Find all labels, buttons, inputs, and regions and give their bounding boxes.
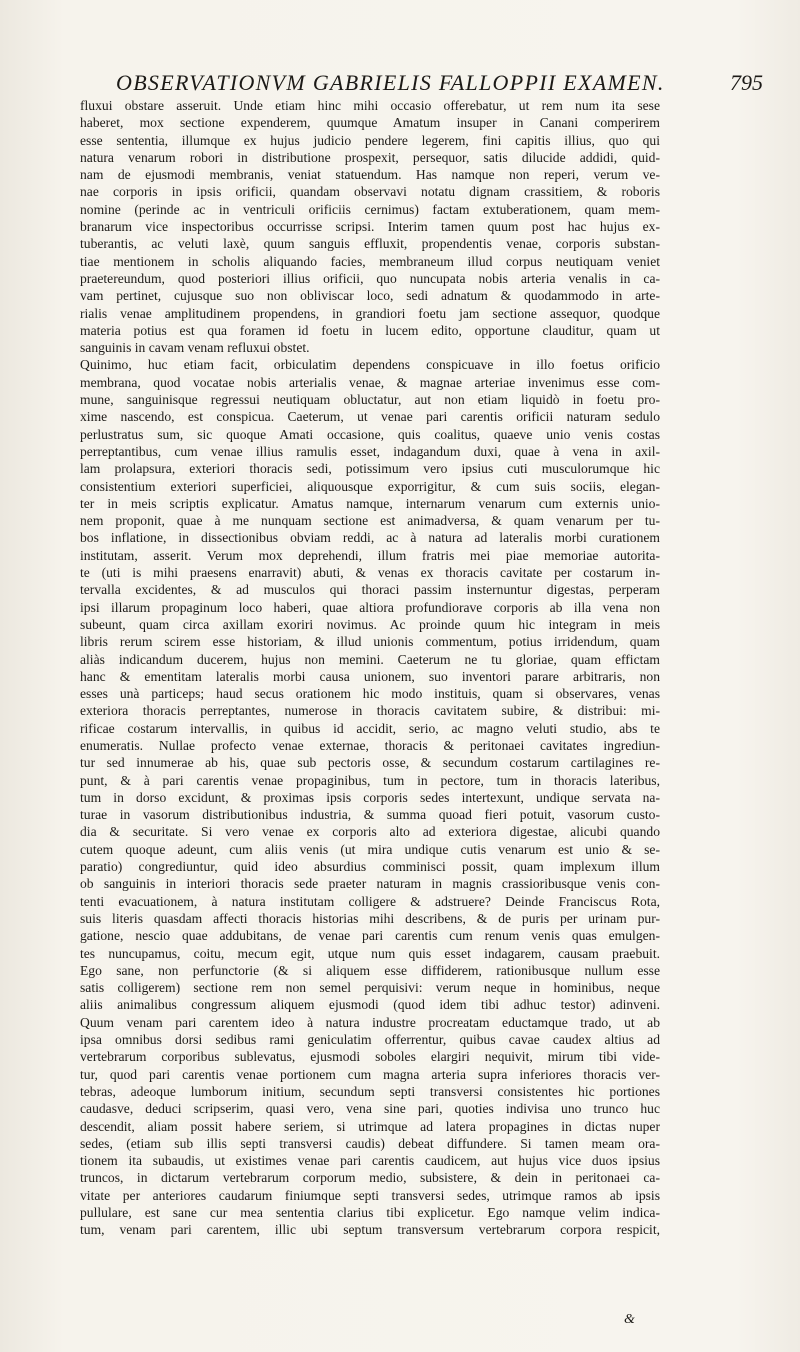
text-line: caudasve, deduci scripserim, quasi vero, vena sine pari, quoties indivisa uno trunco huc [80, 1101, 660, 1117]
text-line: tum in dorso excidunt, & proximas ipsis corporis sedes intertexunt, undique servata na- [80, 789, 660, 805]
text-line: natura venarum robori in distributione prospexit, persequor, satis dilucide addidi, quid- [80, 149, 660, 165]
text-line: cutem quoque adeunt, cum aliis venis (ut mira undique cutis venarum est unio & se- [80, 841, 660, 857]
text-line: Quinimo, huc etiam facit, orbiculatim dependens conspicuave in illo foetus orificio [80, 357, 660, 373]
text-line: perreptantibus, cum venae illius ramulis esset, indagandum duxi, quae à vena in axil- [80, 443, 660, 459]
text-line: tur sed innumerae ab his, quae sub pectoris osse, & secundum costarum cartilagines re- [80, 755, 660, 771]
text-line: ipsa omnibus dorsi sedibus rami geniculatim offerrentur, quibus cavae caudex altius ad [80, 1032, 660, 1048]
text-line: tebras, adeoque lumborum initium, secundum septi transversi consistentes hic portiones [80, 1083, 660, 1099]
text-line: branarum vice inspectoribus occurrisse scripsi. Interim tamen quum post hac hujus ex- [80, 219, 660, 235]
page-header [108, 70, 763, 100]
text-line: esses unà particeps; haud secus orationem hic modo instituis, quam si observares, venas [80, 686, 660, 702]
text-line: suis literis quasdam affecti thoracis historias mihi describens, & de puris per urinam pur- [80, 910, 660, 926]
text-line: institutam, asserit. Verum mox deprehendi, illum fratris mei piae memoriae autorita- [80, 547, 660, 563]
text-line: nem proponit, quae à me nunquam sectione est animadversa, & quam venarum per tu- [80, 513, 660, 529]
text-line: rialis venae amplitudinem propendens, in grandiori foetu jam sectione assequor, quodque [80, 305, 660, 321]
text-line: Quum venam pari carentem ideo à natura industre procreatam eductamque trado, ut ab [80, 1014, 660, 1030]
text-line: rificae costarum intervallis, in quibus id accidit, serio, ac magno veluti studio, abs te [80, 720, 660, 736]
text-line: sedes, (etiam sub illis septi transversi caudis) debeat diffundere. Si tamen meam ora- [80, 1135, 660, 1151]
text-line: tionem ita subaudis, ut existimes venae pari carentis caudicem, aut hujus vice duos ipsius [80, 1153, 660, 1169]
text-line: aliis animalibus congressum aliquem ejusmodi (quod idem tibi adhuc testor) adinveni. [80, 997, 660, 1013]
text-line: tenti evacuationem, à natura institutam colligere & adstruere? Deinde Franciscus Rota, [80, 893, 660, 909]
text-line: gatione, nescio quae addubitans, de venae pari carentis cum renum venis quas emulgen- [80, 928, 660, 944]
text-line: vertebrarum corporibus sublevatus, ejusmodi soboles elargiri nequivit, mirum tibi vide- [80, 1049, 660, 1065]
text-line: enumeratis. Nullae profecto venae externae, thoracis & peritonaei cavitates ingrediun- [80, 737, 660, 753]
text-line: te (uti is mihi praesens enarravit) abuti, & venas ex thoracis cavitate per costarum in- [80, 565, 660, 581]
text-line: hanc & ementitam lateralis morbi causa unionem, suo inventori parare arbitraris, non [80, 668, 660, 684]
text-line: tum, venam pari carentem, illic ubi septum transversum vertebrarum corpora respicit, [80, 1222, 660, 1238]
text-line: vam pertinet, cujusque suo non obliviscar loco, sedi adnatum & quodammodo in arte- [80, 288, 660, 304]
text-line: praetereundum, quod posteriori illius orificii, quo nuncupata nobis arteria venalis in ca- [80, 270, 660, 286]
text-line: haberet, mox sectione expenderem, quumque Amatum insuper in Canani comperirem [80, 115, 660, 131]
text-line: punt, & à pari carentis venae propaginibus, tum in pectore, tum in thoracis lateribus, [80, 772, 660, 788]
text-line: nae corporis in ipsis orificii, quandam observavi notatu dignam crassitiem, & roboris [80, 184, 660, 200]
text-line: dia & securitate. Si vero venae ex corporis alto ad exteriora digestae, alicubi quando [80, 824, 660, 840]
text-line: Ego sane, non perfunctorie (& si aliquem esse diffiderem, rationibusque nullum esse [80, 962, 660, 978]
text-line: mune, sanguinisque regressui neutiquam obluctatur, aut non etiam liquidò in foetu pro- [80, 392, 660, 408]
text-line: bos inflatione, in dissectionibus obviam reddi, ac à natura ad lateralis morbi curationem [80, 530, 660, 546]
text-line: subeunt, quam circa axillam exoriri novimus. Ac proinde quum hic integram in meis [80, 616, 660, 632]
text-line: descendit, aliam possit habere seriem, si utrimque ad latera propagines in dictas nuper [80, 1118, 660, 1134]
text-line: exteriora thoracis perreptantes, numerose in thoracis cavitatem subire, & distribui: mi- [80, 703, 660, 719]
text-line: libris rerum scirem esse historiam, & illud unionis commentum, potius irridendum, quam [80, 634, 660, 650]
text-line: tuberantis, ac veluti laxè, quum sanguis effluxit, propendentis venae, corporis substan- [80, 236, 660, 252]
text-line: tiae mentionem in scholis aliquando facies, membraneum illud corpus neutiquam veniet [80, 253, 660, 269]
running-title: OBSERVATIONVM GABRIELIS FALLOPPII EXAMEN. [116, 70, 665, 95]
text-line: nam de ejusmodi membranis, veniat statuendum. Has namque non reperi, verum ve- [80, 167, 660, 183]
text-line: ter in meis scriptis explicatur. Amatus namque, internarum venarum cum externis unio- [80, 495, 660, 511]
text-line: perlustratus sum, sic quoque Amati occasione, quis coalitus, quaeve unio venis costas [80, 426, 660, 442]
text-line: truncos, in dictarum vertebrarum corporum medio, subsistere, & dein in peritonaei ca- [80, 1170, 660, 1186]
text-line: paratio) congrediuntur, quid ideo absurdius comminisci possit, quam implexum illum [80, 859, 660, 875]
text-line: ob sanguinis in interiori thoracis sede praeter naturam in magnis crassioribusque venis con- [80, 876, 660, 892]
text-line: satis colligerem) sectione rem non semel perquisivi: verum neque in hominibus, neque [80, 980, 660, 996]
text-line: esse sententia, illumque ex hujus judicio pendere legerem, fini capitis illius, quo qui [80, 132, 660, 148]
text-line: membrana, quod vocatae nobis arterialis venae, & magnae arteriae invenimus esse com- [80, 374, 660, 390]
body-text [80, 97, 660, 1239]
text-line: tes nuncupamus, coitu, mecum egit, utque num quis esset indagarem, causam praebuit. [80, 945, 660, 961]
text-line: consistentium exteriori superficiei, aliquousque exporrigitur, & cum suis sociis, elegan- [80, 478, 660, 494]
text-line: sanguinis in cavam venam refluxui obstet. [80, 340, 310, 356]
text-line: pullulare, est sane cur mea sententia clarius tibi explicetur. Ego namque velim indica- [80, 1205, 660, 1220]
text-line: xime nascendo, est conspicua. Caeterum, ut venae pari carentis orificii naturam sedulo [80, 409, 660, 425]
text-line: nomine (perinde ac in ventriculi orificiis cernimus) factam extuberationem, quam mem- [80, 201, 660, 217]
text-line: tur, quod pari carentis venae portionem cum magna arteria supra inferiores thoracis ver- [80, 1066, 660, 1082]
page-number: 795 [730, 70, 763, 95]
catchword: & [624, 1312, 635, 1327]
text-line: ipsi illarum propaginum loco haberi, quae altiora profundiorave corporis ab illa vena non [80, 599, 660, 615]
text-line: tervalla excidentes, & ad musculos qui thoraci passim insternuntur digestas, perperam [80, 582, 660, 598]
text-line: aliàs indicandum ducerem, hujus non memini. Caeterum ne tu gloriae, quam effictam [80, 651, 660, 667]
text-line: turae in vasorum distributionibus industria, & summa quoad fieri potuit, vasorum custo- [80, 807, 660, 823]
text-line: vitate per anteriores caudarum finiumque septi transversi sedes, utrimque ramos ab ipsis [80, 1187, 660, 1203]
text-line: lam prolapsura, exteriori thoracis sedi, potissimum vero ipsius cuti musculorumque hic [80, 461, 660, 477]
text-line: fluxui obstare asseruit. Unde etiam hinc mihi occasio offerebatur, ut rem num ita sese [80, 98, 660, 113]
text-line: materia potius est qua foramen id foetu in lucem edito, opportune clauditur, quam ut [80, 322, 660, 338]
